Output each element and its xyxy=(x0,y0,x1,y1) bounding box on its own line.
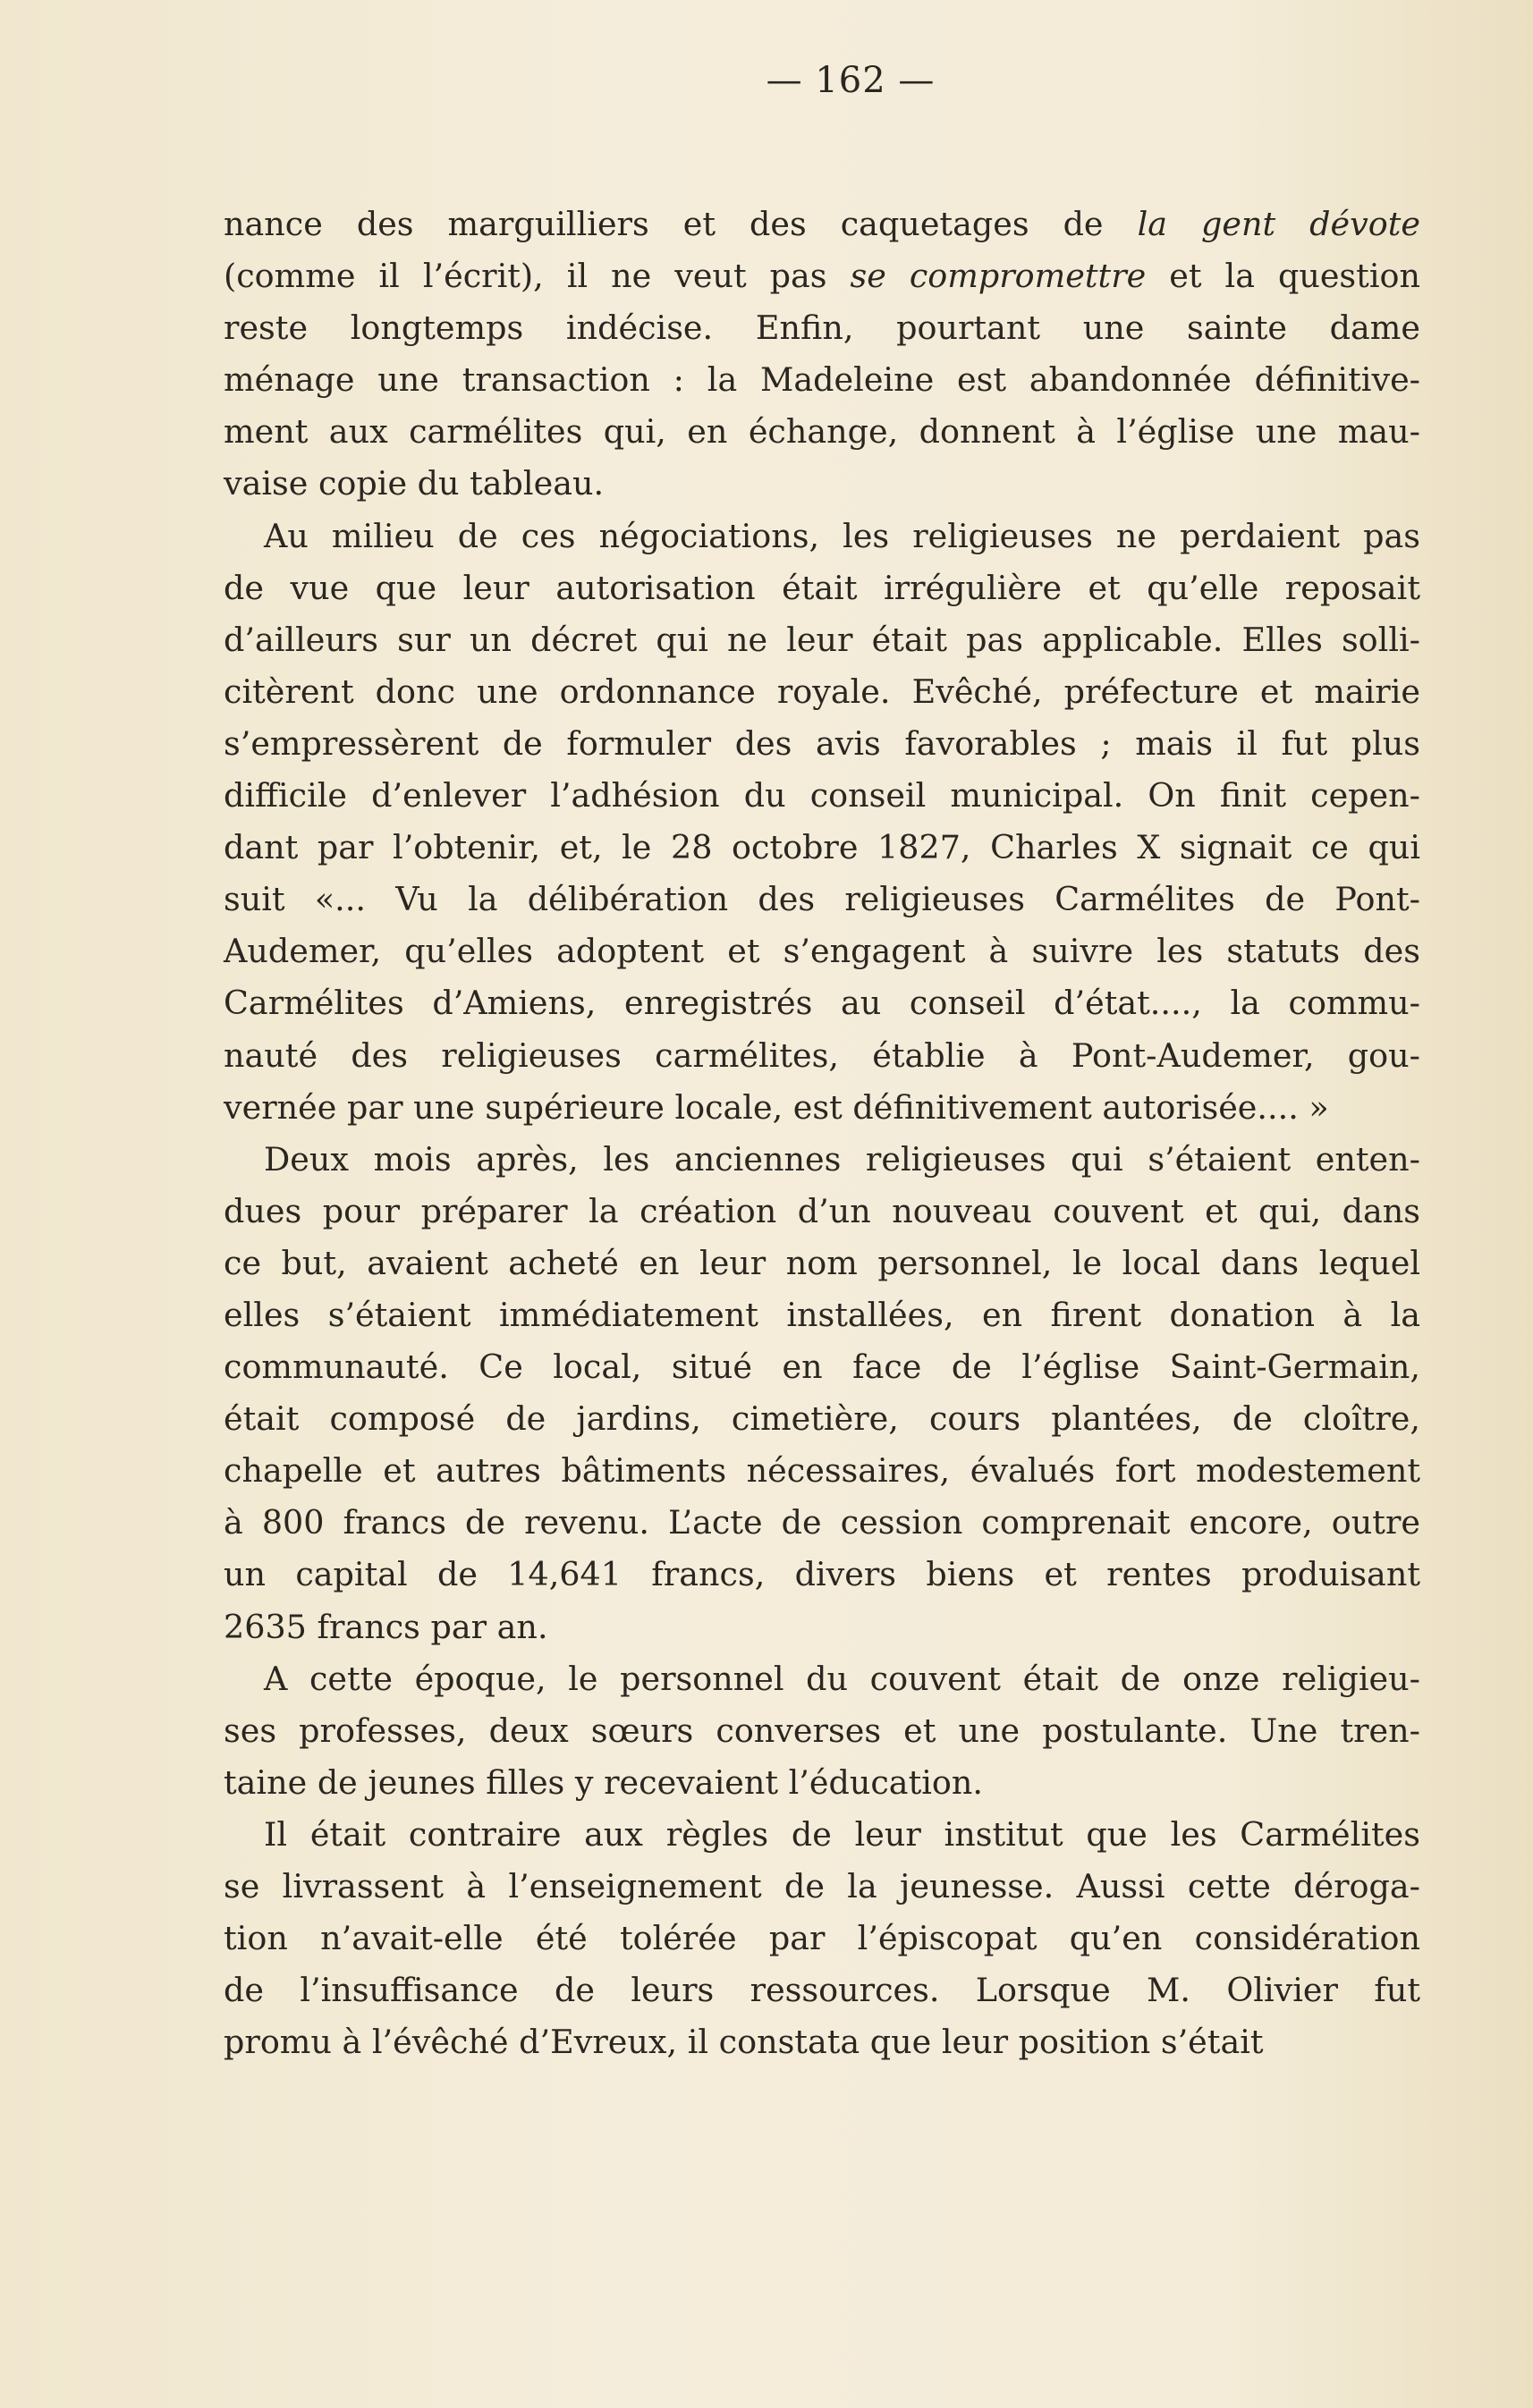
paragraph xyxy=(224,511,1420,1134)
text-segment: suit «... Vu la délibération des religieuses Carmélites de Pont- xyxy=(224,880,1420,919)
text-segment: nauté des religieuses carmélites, établie à Pont-Audemer, gou- xyxy=(224,1035,1420,1075)
text-segment: Au milieu de ces négociations, les religieuses ne perdaient pas xyxy=(264,516,1420,555)
text-segment: taine de jeunes filles y recevaient l’éducation. xyxy=(224,1762,983,1802)
text-line xyxy=(224,1186,1420,1238)
text-segment: chapelle et autres bâtiments nécessaires, évalués fort modestement xyxy=(224,1451,1420,1491)
text-line xyxy=(224,1289,1420,1341)
italic-text: se compromettre xyxy=(850,257,1147,296)
text-segment: (comme il l’écrit), il ne veut pas xyxy=(224,257,851,296)
text-segment: reste longtemps indécise. Enfin, pourtant une sainte dame xyxy=(224,308,1420,348)
text-line xyxy=(224,354,1420,406)
text-line xyxy=(224,511,1420,562)
text-line xyxy=(224,822,1420,874)
text-line xyxy=(224,1238,1420,1289)
text-line xyxy=(224,1341,1420,1393)
text-segment: dues pour préparer la création d’un nouveau couvent et qui, dans xyxy=(224,1191,1420,1230)
italic-text: la gent dévote xyxy=(1137,205,1421,243)
text-line xyxy=(224,406,1420,458)
body-text xyxy=(224,199,1420,2068)
text-segment: de l’insuffisance de leurs ressources. Lorsque M. Olivier fut xyxy=(224,1971,1420,2010)
text-segment: promu à l’évêché d’Evreux, il constata que leur position s’était xyxy=(224,2023,1264,2062)
text-segment: Carmélites d’Amiens, enregistrés au conseil d’état...., la commu- xyxy=(224,984,1420,1023)
text-line xyxy=(224,199,1420,250)
text-line xyxy=(224,770,1420,822)
text-segment: difficile d’enlever l’adhésion du conseil municipal. On finit cepen- xyxy=(224,776,1420,815)
paragraph xyxy=(224,1134,1420,1653)
text-segment: elles s’étaient immédiatement installées, en firent donation à la xyxy=(224,1295,1420,1334)
text-line xyxy=(224,1030,1420,1082)
paragraph xyxy=(224,1809,1420,2068)
text-segment: un capital de 14,641 francs, divers biens et rentes produisant xyxy=(224,1555,1420,1594)
text-segment: de vue que leur autorisation était irrégulière et qu’elle reposait xyxy=(224,568,1420,607)
text-line xyxy=(224,1705,1420,1757)
text-segment: d’ailleurs sur un décret qui ne leur était pas applicable. Elles solli- xyxy=(224,620,1420,659)
text-segment: A cette époque, le personnel du couvent était de onze religieu- xyxy=(264,1659,1420,1698)
text-line xyxy=(224,614,1420,666)
text-line xyxy=(224,874,1420,925)
text-line xyxy=(224,1393,1420,1445)
text-line xyxy=(224,1549,1420,1601)
text-line xyxy=(224,977,1420,1029)
text-line xyxy=(224,1134,1420,1186)
text-segment: nance des marguilliers et des caquetages de xyxy=(224,205,1138,243)
text-segment: s’empressèrent de formuler des avis favorables ; mais il fut plus xyxy=(224,723,1420,763)
text-segment: à 800 francs de revenu. L’acte de cession comprenait encore, outre xyxy=(224,1503,1420,1542)
text-segment: Il était contraire aux règles de leur institut que les Carmélites xyxy=(264,1814,1420,1854)
text-line xyxy=(224,666,1420,718)
text-segment: et la question xyxy=(1146,257,1420,296)
text-segment: citèrent donc une ordonnance royale. Evêché, préfecture et mairie xyxy=(224,672,1420,711)
text-segment: ment aux carmélites qui, en échange, donnent à l’église une mau- xyxy=(224,412,1420,452)
text-segment: était composé de jardins, cimetière, cours plantées, de cloître, xyxy=(224,1399,1420,1439)
text-segment: dant par l’obtenir, et, le 28 octobre 1827, Charles X signait ce qui xyxy=(224,828,1420,867)
page-number: — 162 — xyxy=(766,60,936,101)
text-segment: ce but, avaient acheté en leur nom personnel, le local dans lequel xyxy=(224,1243,1420,1282)
text-line xyxy=(224,1497,1420,1549)
text-segment: tion n’avait-elle été tolérée par l’épiscopat qu’en considération xyxy=(224,1919,1420,1958)
text-segment: communauté. Ce local, situé en face de l’église Saint-Germain, xyxy=(224,1348,1420,1387)
text-line xyxy=(224,562,1420,614)
text-line xyxy=(224,1653,1420,1705)
text-line xyxy=(224,718,1420,770)
paragraph xyxy=(224,1653,1420,1809)
text-line xyxy=(224,1757,1420,1809)
text-line xyxy=(224,1861,1420,1913)
text-line xyxy=(224,1964,1420,2016)
text-line xyxy=(224,458,1420,510)
text-line xyxy=(224,1809,1420,1861)
text-line xyxy=(224,1445,1420,1497)
text-segment: Audemer, qu’elles adoptent et s’engagent à suivre les statuts des xyxy=(224,932,1420,971)
text-segment: vernée par une supérieure locale, est définitivement autorisée.... » xyxy=(224,1087,1329,1127)
paragraph xyxy=(224,199,1420,511)
text-line xyxy=(224,1601,1420,1653)
text-segment: 2635 francs par an. xyxy=(224,1607,548,1646)
text-segment: se livrassent à l’enseignement de la jeunesse. Aussi cette déroga- xyxy=(224,1867,1420,1905)
text-segment: ménage une transaction : la Madeleine est abandonnée définitive- xyxy=(224,360,1420,400)
text-line xyxy=(224,925,1420,977)
text-segment: ses professes, deux sœurs converses et une postulante. Une tren- xyxy=(224,1711,1420,1750)
text-segment: vaise copie du tableau. xyxy=(224,464,605,503)
text-segment: Deux mois après, les anciennes religieuses qui s’étaient enten- xyxy=(264,1139,1420,1179)
text-line xyxy=(224,302,1420,354)
text-line xyxy=(224,1913,1420,1964)
text-line xyxy=(224,2016,1420,2068)
text-line xyxy=(224,1082,1420,1134)
book-page xyxy=(224,55,1420,2068)
text-line xyxy=(224,250,1420,302)
